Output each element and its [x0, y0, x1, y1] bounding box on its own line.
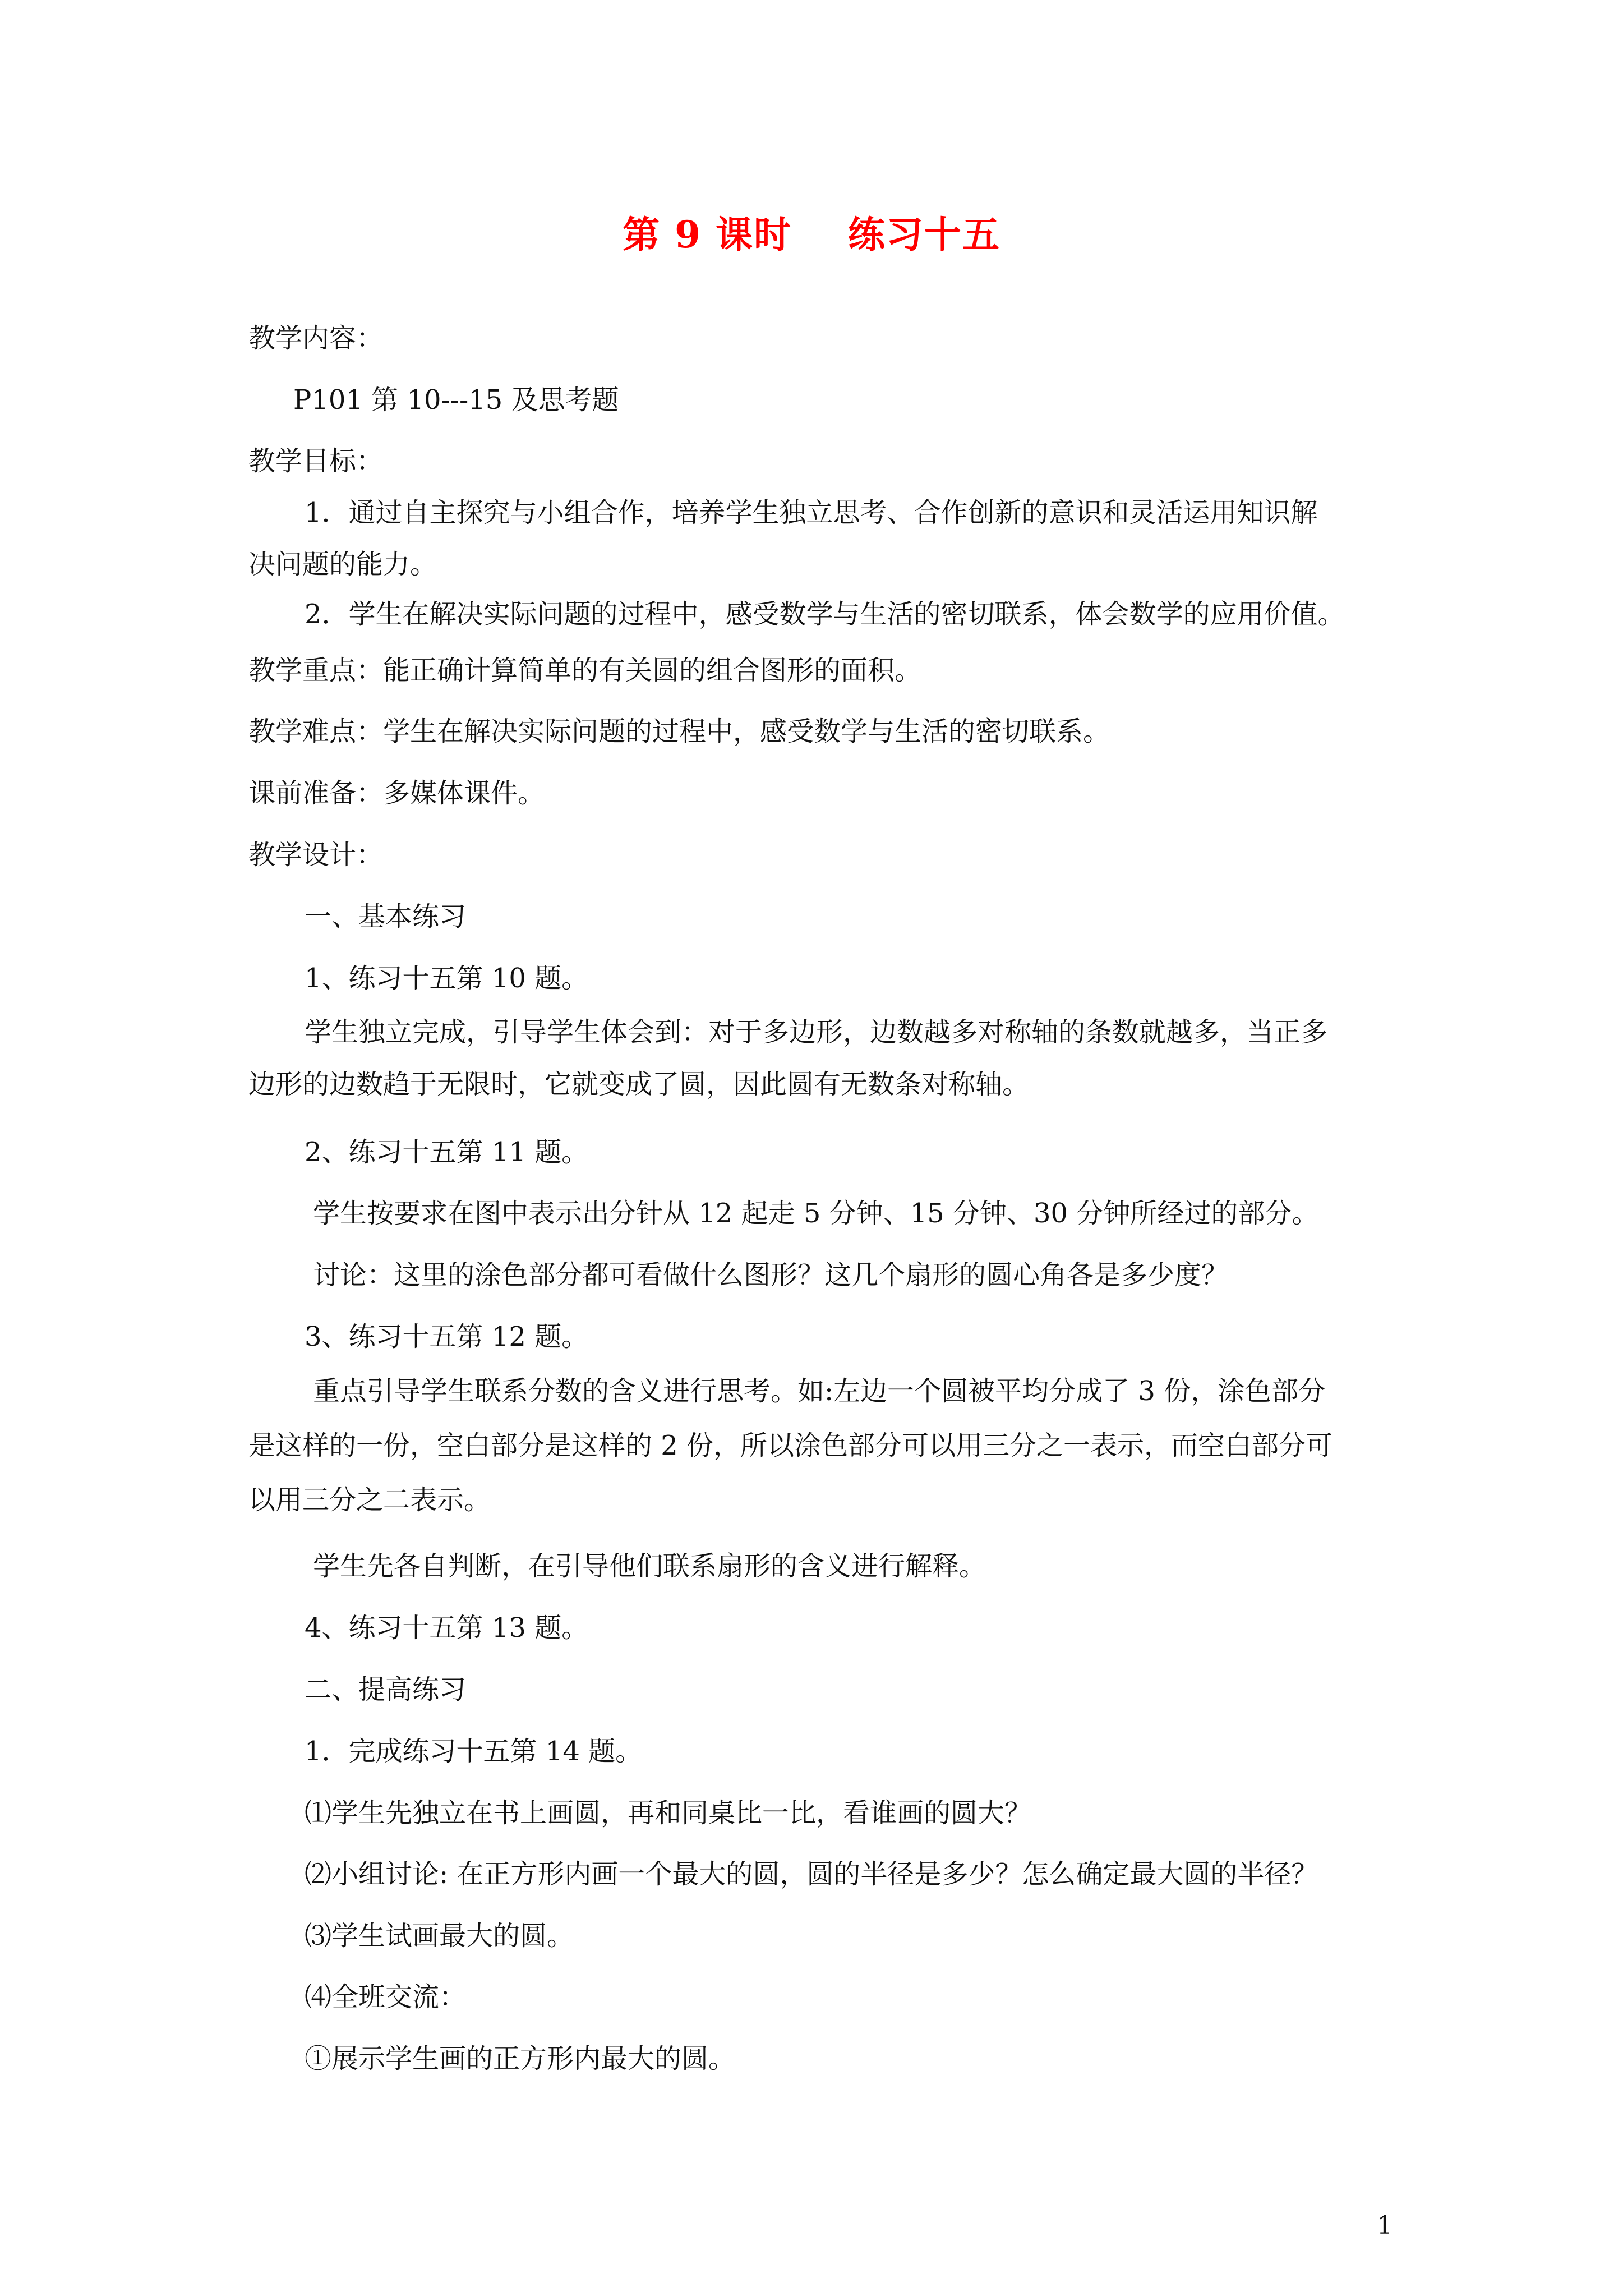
- step-4-item-1: ①展示学生画的正方形内最大的圆。: [305, 2043, 736, 2074]
- exercise-12-judgement: 学生先各自判断，在引导他们联系扇形的含义进行解释。: [313, 1550, 986, 1582]
- part-2-heading: 二、提高练习: [305, 1674, 467, 1705]
- exercise-12-heading: 3、练习十五第 12 题。: [305, 1321, 589, 1352]
- exercise-13-heading: 4、练习十五第 13 题。: [305, 1612, 589, 1644]
- exercise-10-heading: 1、练习十五第 10 题。: [305, 963, 589, 994]
- objective-1-line-1: 1．通过自主探究与小组合作，培养学生独立思考、合作创新的意识和灵活运用知识解: [305, 497, 1318, 528]
- page-number: 1: [1377, 2211, 1393, 2240]
- key-point: 教学重点：能正确计算简单的有关圆的组合图形的面积。: [248, 655, 922, 686]
- exercise-11-discussion: 讨论：这里的涂色部分都可看做什么图形？这几个扇形的圆心角各是多少度？: [313, 1259, 1229, 1291]
- objective-2: 2．学生在解决实际问题的过程中，感受数学与生活的密切联系，体会数学的应用价值。: [305, 599, 1345, 630]
- section-label-content: 教学内容：: [248, 323, 384, 354]
- exercise-11-task: 学生按要求在图中表示出分针从 12 起走 5 分钟、15 分钟、30 分钟所经过的部分。: [313, 1198, 1319, 1229]
- step-1: ⑴学生先独立在书上画圆，再和同桌比一比，看谁画的圆大？: [305, 1797, 1032, 1829]
- difficult-point: 教学难点：学生在解决实际问题的过程中，感受数学与生活的密切联系。: [248, 716, 1110, 747]
- exercise-12-line-1: 重点引导学生联系分数的含义进行思考。如:左边一个圆被平均分成了 3 份，涂色部分: [313, 1375, 1326, 1407]
- preparation: 课前准备：多媒体课件。: [248, 777, 545, 809]
- exercise-11-heading: 2、练习十五第 11 题。: [305, 1137, 589, 1168]
- section-label-objectives: 教学目标：: [248, 445, 384, 477]
- lesson-title: 第 9 课时 练习十五: [623, 213, 1000, 256]
- step-4: ⑷全班交流：: [305, 1981, 467, 2013]
- part-1-heading: 一、基本练习: [305, 901, 467, 932]
- objective-1-line-2: 决问题的能力。: [248, 549, 437, 580]
- step-3: ⑶学生试画最大的圆。: [305, 1920, 574, 1952]
- step-2: ⑵小组讨论: 在正方形内画一个最大的圆，圆的半径是多少？怎么确定最大圆的半径？: [305, 1858, 1318, 1890]
- exercise-10-line-1: 学生独立完成，引导学生体会到：对于多边形，边数越多对称轴的条数就越多，当正多: [305, 1016, 1328, 1048]
- exercise-12-line-3: 以用三分之二表示。: [248, 1484, 491, 1516]
- content-text: P101 第 10---15 及思考题: [293, 384, 619, 416]
- exercise-14-heading: 1．完成练习十五第 14 题。: [305, 1736, 643, 1767]
- section-label-design: 教学设计：: [248, 839, 384, 871]
- exercise-10-line-2: 边形的边数趋于无限时，它就变成了圆，因此圆有无数条对称轴。: [248, 1069, 1030, 1100]
- exercise-12-line-2: 是这样的一份，空白部分是这样的 2 份，所以涂色部分可以用三分之一表示，而空白部分可: [248, 1430, 1333, 1461]
